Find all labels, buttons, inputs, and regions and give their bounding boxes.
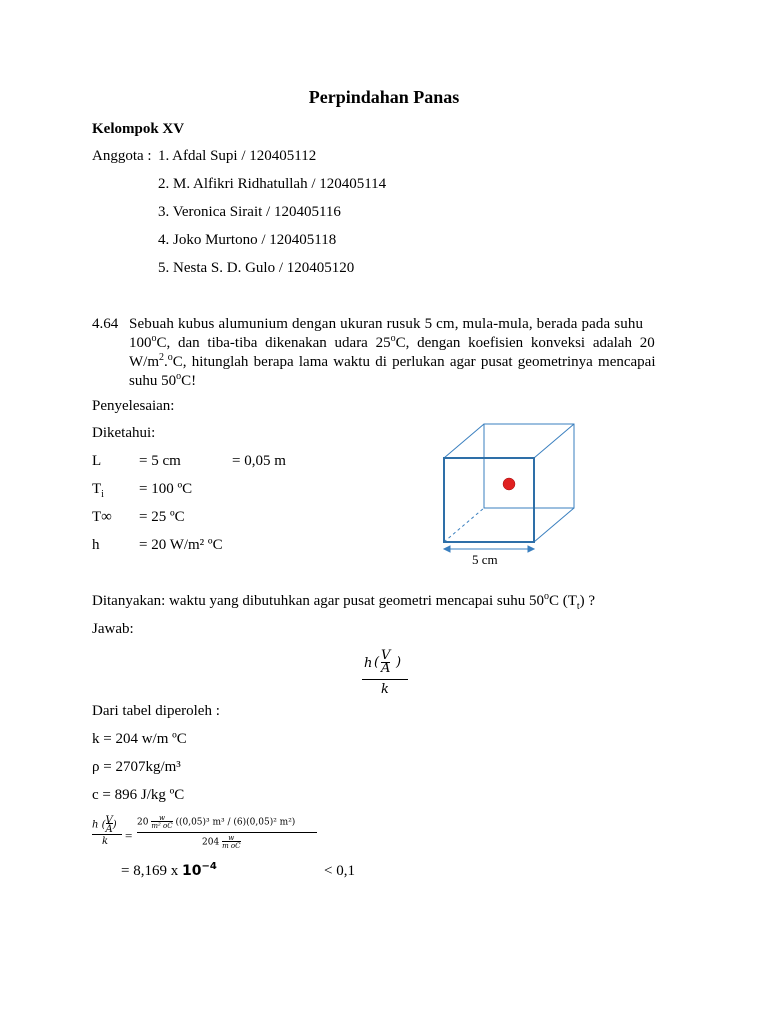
cube-edge — [444, 424, 484, 458]
given-Ti-symbol: $T_i$ — [92, 481, 104, 500]
member-5: 5. Nesta S. D. Gulo / 120405120 — [158, 260, 355, 276]
given-label: Diketahui: — [92, 425, 156, 441]
geometric-center-dot — [503, 478, 515, 490]
property-c: c = 896 J/kg ºC — [92, 787, 185, 803]
problem-line-4: suhu 50$^o$C! — [129, 371, 197, 389]
biot-formula: h ( V A ) k — [362, 648, 408, 697]
property-k: k = 204 w/m ºC — [92, 731, 187, 747]
members-label: Anggota : — [92, 148, 152, 164]
answer-label: Jawab: — [92, 621, 134, 637]
biot-result: = 8,169 x $10^{-4}$ — [121, 861, 217, 879]
cube-edge — [534, 424, 574, 458]
cube-back-face — [484, 424, 574, 508]
biot-comparison: < 0,1 — [324, 863, 355, 879]
biot-calculation: h (V A) k = $20 \frac{w}{\text{m² oC}} ((0,05)^3$ m³ / (6)(0,05)² m²) $204 \frac{w}{\text{m oC}}$ — [92, 812, 332, 854]
problem-line-1: Sebuah kubus alumunium dengan ukuran rusuk 5 cm, mula-mula, berada pada suhu — [129, 316, 644, 332]
member-1: 1. Afdal Supi / 120405112 — [158, 148, 317, 164]
given-h-symbol: h — [92, 537, 100, 553]
member-2: 2. M. Alfikri Ridhatullah / 120405114 — [158, 176, 387, 192]
problem-line-3: $W/m^2.^oC$, hitunglah berapa lama waktu di perlukan agar pusat geometrinya mencapai — [129, 352, 656, 370]
member-3: 3. Veronica Sirait / 120405116 — [158, 204, 341, 220]
group-name: Kelompok XV — [92, 121, 185, 137]
cube-hidden-edge — [444, 508, 484, 542]
given-L-converted: = 0,05 m — [232, 453, 286, 469]
solution-label: Penyelesaian: — [92, 398, 175, 414]
member-4: 4. Joko Murtono / 120405118 — [158, 232, 337, 248]
given-L-symbol: L — [92, 453, 102, 469]
question-text: Ditanyakan: waktu yang dibutuhkan agar pusat geometri mencapai suhu 50$^o$C $(T_t)$ ? — [92, 591, 596, 612]
given-Ti-value: = 100 ºC — [139, 481, 193, 497]
given-Tinf-value: = 25 ºC — [139, 509, 185, 525]
cube-diagram — [436, 418, 586, 573]
cube-dimension-label: 5 cm — [472, 552, 498, 567]
given-L-value: = 5 cm — [139, 453, 181, 469]
cube-edge — [534, 508, 574, 542]
cube-front-face — [444, 458, 534, 542]
problem-number: 4.64 — [92, 316, 119, 332]
problem-line-2: 100$^o$C, dan tiba-tiba dikenakan udara 25$^o$C, dengan koefisien konveksi adalah 20 — [129, 333, 655, 351]
given-h-value: = 20 W/m² ºC — [139, 537, 223, 553]
page-title: Perpindahan Panas — [308, 87, 460, 107]
table-label: Dari tabel diperoleh : — [92, 703, 220, 719]
given-Tinf-symbol: T∞ — [92, 509, 112, 525]
property-rho: ρ = 2707kg/m³ — [92, 759, 181, 775]
